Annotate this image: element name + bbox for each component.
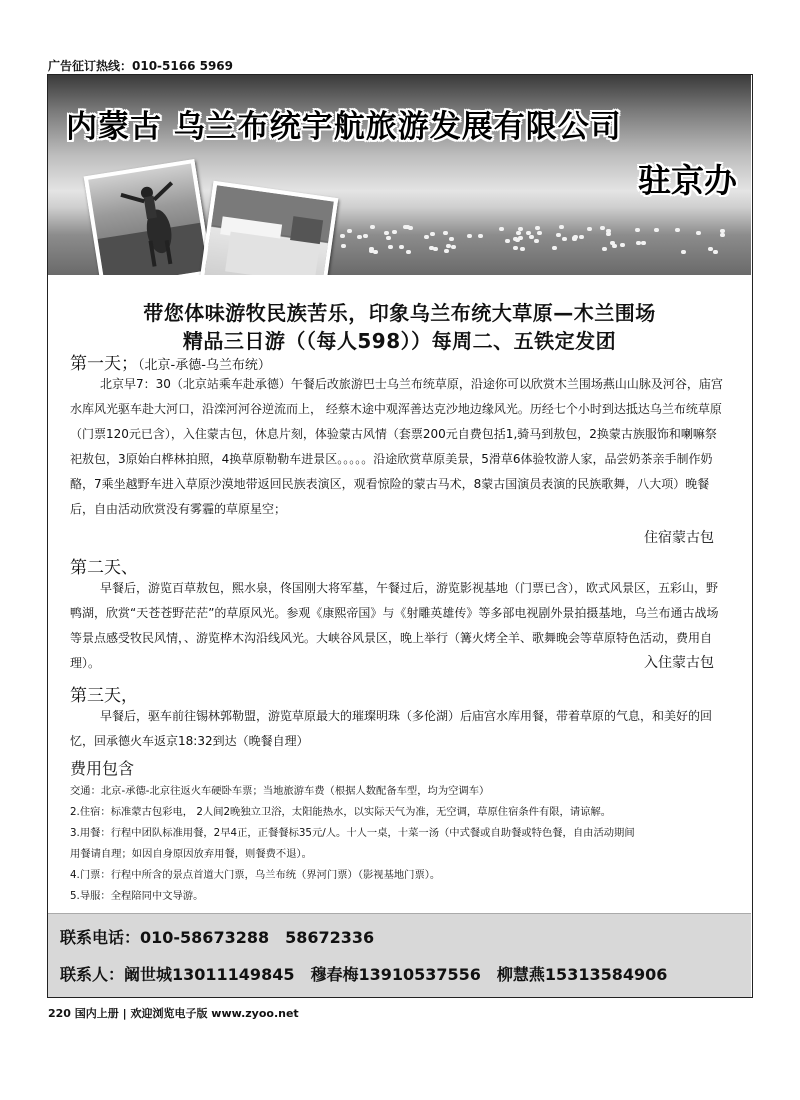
sheep-dot [386, 236, 391, 240]
sheep-dot [641, 241, 646, 245]
sheep-dot [681, 250, 686, 254]
sheep-dot [537, 231, 542, 235]
ad-frame [47, 74, 753, 998]
day1-heading [70, 349, 271, 374]
sheep-dot [587, 227, 592, 231]
day1-label: 第一天； [70, 354, 138, 374]
sheep-dot [520, 247, 525, 251]
sheep-herd-image [338, 225, 748, 255]
office-name: 驻京办 [638, 161, 737, 200]
sheep-dot [499, 227, 504, 231]
fee-item: 2.住宿：标准蒙古包彩电， 2人间2晚独立卫浴，太阳能热水，以实际天气为准，无空调，草原住宿条件有限，请谅解。 [70, 806, 612, 818]
sheep-dot [635, 228, 640, 232]
sheep-dot [552, 246, 557, 250]
day1-route: （北京-承德-乌兰布统） [138, 358, 271, 373]
sheep-dot [516, 231, 521, 235]
company-name: 内蒙古 乌兰布统宇航旅游发展有限公司 [66, 109, 622, 145]
fee-item: 5.导服：全程陪同中文导游。 [70, 890, 204, 902]
sheep-dot [403, 225, 408, 229]
sheep-dot [446, 244, 451, 248]
sheep-dot [424, 235, 429, 239]
contact-persons: 联系人：阚世城13011149845 穆春梅13910537556 柳慧燕15313584906 [60, 965, 668, 984]
day1-description: 北京早7：30（北京站乘车赴承德）午餐后改旅游巴士乌兰布统草原，沿途你可以欣赏木兰围场燕山山脉及河谷，庙宫水库风光驱车赴大河口，沿滦河河谷逆流而上， 经蔡木途中观浑善达克沙地边缘风光。历经七个小时到达抵达乌兰布统草原（门票120元已含），入住蒙古包，休息片刻，体验蒙古风情（套票200元自费包括1,骑马到敖包，2换蒙古族服饰和喇嘛祭祀敖包，3原始白桦林拍照，4换草原勒勒车进景区。。。。。沿途欣赏草原美景，5滑草6体验牧游人家，品尝奶茶亲手制作奶酪，7乘坐越野车进入草原沙漠地带返回民族表演区，观看惊险的蒙古马术，8蒙古国演员表演的民族歌舞，八大项）晚餐后，自由活动欣赏没有雾霾的草原星空； [70, 377, 723, 516]
sheep-dot [612, 244, 617, 248]
sheep-dot [708, 247, 713, 251]
sheep-dot [696, 231, 701, 235]
day3-description: 早餐后，驱车前往锡林郭勒盟，游览草原最大的璀璨明珠（多伦湖）后庙宫水库用餐，带着草原的气息，和美好的回忆，回承德火车返京18:32到达（晚餐自理） [70, 709, 713, 748]
sheep-dot [600, 226, 605, 230]
day2-stay: 入住蒙古包 [644, 655, 714, 671]
fees-list [70, 781, 734, 907]
sheep-dot [559, 225, 564, 229]
fee-item: 交通：北京-承德-北京往返火车硬卧车票；当地旅游车费（根据人数配备车型，均为空调车） [70, 785, 490, 797]
sheep-dot [572, 237, 577, 241]
sheep-dot [341, 244, 346, 248]
sheep-dot [430, 232, 435, 236]
sheep-dot [451, 245, 456, 249]
horse-rider-photo [84, 159, 213, 275]
sheep-dot [562, 237, 567, 241]
day2-heading: 第二天、 [70, 558, 138, 578]
sheep-dot [444, 249, 449, 253]
sheep-dot [556, 233, 561, 237]
headline-line1: 带您体味游牧民族苦乐，印象乌兰布统大草原—木兰围场 [143, 301, 656, 325]
sheep-dot [513, 246, 518, 250]
sheep-dot [636, 241, 641, 245]
sheep-dot [443, 231, 448, 235]
sheep-dot [505, 239, 510, 243]
page-footer: 220 国内上册 | 欢迎浏览电子版 www.zyoo.net [48, 1007, 299, 1020]
sheep-dot [370, 225, 375, 229]
sheep-dot [384, 231, 389, 235]
sheep-dot [467, 234, 472, 238]
sheep-dot [357, 235, 362, 239]
sheep-dot [529, 235, 534, 239]
fees-title: 费用包含 [70, 759, 135, 778]
sheep-dot [654, 228, 659, 232]
sheep-dot [606, 232, 611, 236]
fee-item: 用餐请自理；如因自身原因放弃用餐，则餐费不退）。 [70, 848, 312, 860]
sheep-dot [535, 226, 540, 230]
sheep-dot [392, 230, 397, 234]
day2-description: 早餐后，游览百草敖包，熙水泉，佟国刚大将军墓，午餐过后，游览影视基地（门票已含），欧式风景区，五彩山，野鸭湖，欣赏“天苍苍野茫茫”的草原风光。参观《康熙帝国》与《射雕英雄传》等多部电视剧外景拍摄基地，乌兰布通古战场等景点感受牧民风情，、游览桦木沟沿线风光。大峡谷风景区，晚上举行（篝火烤全羊、歌舞晚会等草原特色活动，费用自理）。 [70, 581, 719, 670]
yurt-bedroom-photo [200, 181, 339, 275]
sheep-dot [675, 228, 680, 232]
sheep-dot [340, 234, 345, 238]
sheep-dot [363, 234, 368, 238]
sheep-dot [579, 235, 584, 239]
sheep-dot [620, 243, 625, 247]
sheep-dot [713, 250, 718, 254]
contact-phone: 联系电话：010-58673288 58672336 [60, 928, 375, 947]
sheep-dot [478, 234, 483, 238]
sheep-dot [406, 250, 411, 254]
contact-box [48, 913, 751, 998]
banner [48, 75, 751, 275]
headline-line2: 精品三日游（（每人598））每周二、五铁定发团 [182, 329, 617, 353]
ad-hotline: 广告征订热线：010-5166 5969 [48, 59, 234, 73]
fee-item: 4.门票：行程中所含的景点首道大门票，乌兰布统（界河门票）（影视基地门票）。 [70, 869, 441, 881]
sheep-dot [534, 239, 539, 243]
sheep-dot [347, 229, 352, 233]
sheep-dot [399, 245, 404, 249]
sheep-dot [602, 247, 607, 251]
day3-heading: 第三天， [70, 686, 138, 706]
fee-item: 3.用餐：行程中团队标准用餐，2早4正，正餐餐标35元/人。十人一桌，十菜一汤（中式餐或自助餐或特色餐，自由活动期间 [70, 827, 635, 839]
day1-stay: 住宿蒙古包 [644, 530, 714, 546]
sheep-dot [388, 245, 393, 249]
sheep-dot [518, 236, 523, 240]
sheep-dot [373, 250, 378, 254]
sheep-dot [720, 233, 725, 237]
sheep-dot [429, 246, 434, 250]
sheep-dot [449, 237, 454, 241]
sheep-dot [518, 227, 523, 231]
